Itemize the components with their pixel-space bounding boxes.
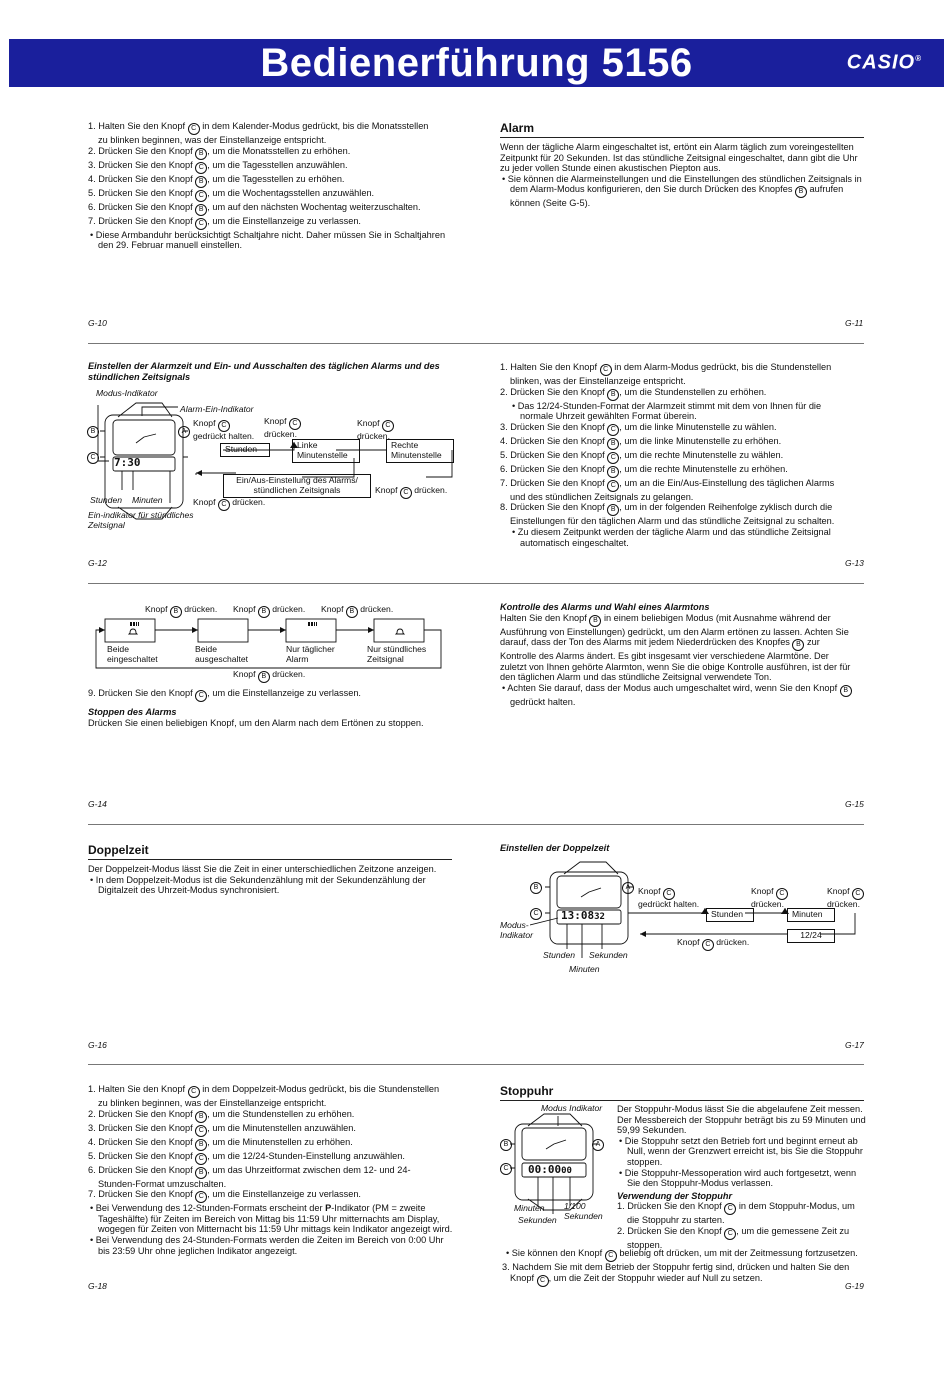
button-b-icon: B bbox=[195, 176, 207, 188]
sub-heading: Verwendung der Stoppuhr bbox=[617, 1190, 733, 1201]
button-c-icon: C bbox=[289, 418, 301, 430]
label-knopf-druecken: Knopf C drücken. bbox=[357, 419, 394, 442]
section-g16 bbox=[88, 843, 452, 896]
step-5: 5. Drücken Sie den Knopf C , um die rechte Minutenstelle zu wählen. bbox=[500, 450, 865, 464]
watch-case bbox=[515, 1124, 593, 1200]
step-4: 4. Drücken Sie den Knopf B , um die Minutenstellen zu erhöhen. bbox=[88, 1137, 454, 1151]
label-sekunden: Sekunden bbox=[589, 950, 628, 960]
page-title: Bedienerführung 5156 bbox=[260, 41, 693, 85]
brand-mark: ® bbox=[915, 54, 922, 63]
step-2: 2. Drücken Sie den Knopf B , um die Monatsstellen zu erhöhen. bbox=[88, 146, 453, 160]
button-b-icon: B bbox=[195, 1139, 207, 1151]
page-number: G-16 bbox=[88, 1040, 107, 1050]
step-6: 6. Drücken Sie den Knopf B , um das Uhrzeitformat zwischen dem 12- und 24- Stunden-Format umzuschalten. bbox=[88, 1164, 411, 1189]
button-c-icon: C bbox=[600, 364, 612, 376]
button-b-icon: B bbox=[607, 466, 619, 478]
bullet: • Die Stoppuhr setzt den Betrieb fort und beginnt erneut ab Null, wenn der Grenzwert erreicht ist, bis Sie die Stoppuhr stoppen. bbox=[619, 1135, 863, 1167]
step-2: 2. Drücken Sie den Knopf B , um die Stundenstellen zu erhöhen. bbox=[500, 387, 865, 401]
button-c-icon: C bbox=[607, 424, 619, 436]
button-c-icon: C bbox=[537, 1275, 549, 1287]
button-b-icon: B bbox=[258, 671, 270, 683]
lcd-readout: 7:30 bbox=[114, 456, 141, 469]
step-3: 3. Drücken Sie den Knopf C , um die linke Minutenstelle zu wählen. bbox=[500, 422, 865, 436]
page-number: G-12 bbox=[88, 558, 107, 568]
paragraph: Halten Sie den Knopf B in einem beliebigen Modus (mit Ausnahme während der Ausführung von Einstellungen) gedrückt, um den Alarm ertönen zu lassen. Achten Sie darauf, dass der Ton des Alarms mit jedem Niederdrücken des Knopfes B zur Kontrolle des Alarms ändert. Es gibt insgesamt vier verschiedene Alarmtöne. Der zuletzt von Ihnen gehörte Alarmton, wenn Sie die obige Kontrolle ausführen, ist der für den täglichen Alarm und das stündliche Zeitsignal verwendete Ton. bbox=[500, 612, 851, 683]
section-g19 bbox=[617, 1104, 867, 1251]
button-c-icon: C bbox=[188, 123, 200, 135]
step-6: 6. Drücken Sie den Knopf B , um auf den nächsten Wochentag weiterzuschalten. bbox=[88, 202, 453, 216]
label-stunden: Stunden bbox=[90, 495, 123, 505]
sub-heading: Stoppen des Alarms bbox=[88, 707, 177, 717]
label-minuten: Minuten bbox=[514, 1203, 545, 1213]
button-b-icon: B bbox=[795, 186, 807, 198]
section-g11 bbox=[500, 121, 864, 209]
alarm-ein-label: Alarm-Ein-Indikator bbox=[180, 404, 254, 414]
button-a-icon: A bbox=[178, 426, 190, 438]
section-heading: Stoppuhr bbox=[500, 1084, 864, 1101]
button-c-icon: C bbox=[195, 190, 207, 202]
step-8: 8. Drücken Sie den Knopf B , um in der folgenden Reihenfolge zyklisch durch die Einstellungen für den täglichen Alarm und das stündliche Zeitsignal zu schalten. bbox=[500, 502, 835, 527]
step-7: 7. Drücken Sie den Knopf C , um die Einstellanzeige zu verlassen. bbox=[88, 216, 453, 230]
step-5: 5. Drücken Sie den Knopf C , um die Wochentagsstellen anzuwählen. bbox=[88, 188, 453, 202]
label-knopf-halten: Knopf C gedrückt halten. bbox=[638, 886, 700, 909]
sub-heading: Kontrolle des Alarms und Wahl eines Alarmtons bbox=[500, 602, 710, 612]
button-c-icon: C bbox=[663, 888, 675, 900]
section-heading: Alarm bbox=[500, 121, 864, 138]
page-number: G-17 bbox=[845, 1040, 864, 1050]
box-rechte-minutenstelle: Rechte Minutenstelle bbox=[386, 439, 454, 463]
button-b-icon: B bbox=[607, 389, 619, 401]
button-b-icon: B bbox=[346, 606, 358, 618]
divider bbox=[88, 1064, 864, 1065]
section-heading: Einstellen der Alarmzeit und Ein- und Ausschalten des täglichen Alarms und des stündlichen Zeitsignals bbox=[88, 361, 440, 382]
box-ein-aus: Ein/Aus-Einstellung des Alarms/ stündlichen Zeitsignals bbox=[223, 474, 371, 498]
sub-heading: Einstellen der Doppelzeit bbox=[500, 843, 610, 853]
divider bbox=[88, 824, 864, 825]
button-c-icon: C bbox=[724, 1228, 736, 1240]
label-minuten: Minuten bbox=[132, 495, 163, 505]
button-c-icon: C bbox=[87, 452, 99, 464]
label-knopf-druecken: Knopf B drücken. bbox=[233, 605, 305, 618]
button-c-icon: C bbox=[195, 1191, 207, 1203]
label-knopf-druecken: Knopf C drücken. bbox=[751, 887, 788, 910]
section-g15 bbox=[500, 602, 855, 708]
button-c-icon: C bbox=[218, 499, 230, 511]
button-c-icon: C bbox=[195, 1125, 207, 1137]
step-6: 6. Drücken Sie den Knopf B , um die rechte Minutenstelle zu erhöhen. bbox=[500, 464, 865, 478]
step-4: 4. Drücken Sie den Knopf B , um die Tagesstellen zu erhöhen. bbox=[88, 174, 453, 188]
button-b-icon: B bbox=[195, 204, 207, 216]
label-knopf-druecken: Knopf B drücken. bbox=[233, 670, 305, 683]
page-number: G-11 bbox=[845, 318, 864, 328]
page-number: G-18 bbox=[88, 1281, 107, 1291]
step-4: 4. Drücken Sie den Knopf B , um die linke Minutenstelle zu erhöhen. bbox=[500, 436, 865, 450]
label-modus-indikator: Modus- Indikator bbox=[500, 920, 533, 940]
label-nur-stuendliches: Nur stündliches Zeitsignal bbox=[367, 644, 427, 664]
section-g19-heading bbox=[500, 1084, 864, 1105]
step-7: 7. Drücken Sie den Knopf C , um an die Ein/Aus-Einstellung des täglichen Alarms und des stündlichen Zeitsignals zu gelangen. bbox=[500, 477, 835, 502]
step-1: 1. Halten Sie den Knopf C in dem Kalender-Modus gedrückt, bis die Monatsstellen zu blinken beginnen, was der Einstellanzeige entspricht. bbox=[88, 121, 429, 145]
brand-name: CASIO bbox=[846, 51, 916, 74]
button-b-icon: B bbox=[530, 882, 542, 894]
label-minuten: Minuten bbox=[569, 964, 600, 974]
bullet: • Achten Sie darauf, dass der Modus auch umgeschaltet wird, wenn Sie den Knopf B gedrückt halten. bbox=[500, 683, 855, 708]
button-c-icon: C bbox=[500, 1163, 512, 1175]
step-3: 3. Drücken Sie den Knopf C , um die Minutenstellen anzuwählen. bbox=[88, 1123, 454, 1137]
button-b-icon: B bbox=[607, 504, 619, 516]
button-c-icon: C bbox=[605, 1250, 617, 1262]
step-1: 1. Halten Sie den Knopf C in dem Alarm-Modus gedrückt, bis die Stundenstellen blinken, was der Einstellanzeige entspricht. bbox=[500, 362, 832, 386]
button-b-icon: B bbox=[195, 1167, 207, 1179]
paragraph: Wenn der tägliche Alarm eingeschaltet ist, ertönt ein Alarm täglich zum voreingestellten Zeitpunkt für 20 Sekunden. Ist das stündliche Zeitsignal eingeschaltet, dann gibt die Uhr zu jeder vollen Stunde einen akustischen Piepton aus. bbox=[500, 142, 858, 174]
button-b-icon: B bbox=[500, 1139, 512, 1151]
label-knopf-druecken: Knopf B drücken. bbox=[321, 605, 393, 618]
label-modus-indikator: Modus Indikator bbox=[541, 1103, 603, 1113]
button-b-icon: B bbox=[195, 148, 207, 160]
lcd-readout: 00:0000 bbox=[528, 1163, 572, 1176]
modus-indikator-label: Modus-Indikator bbox=[96, 388, 158, 398]
step-3: 3. Drücken Sie den Knopf C , um die Tagesstellen anzuwählen. bbox=[88, 160, 453, 174]
bullet: • Sie können die Alarmeinstellungen und die Einstellungen des stündlichen Zeitsignals in dem Alarm-Modus konfigurieren, den Sie durch Drücken des Knopfes B aufrufen können (Seite G-5). bbox=[502, 173, 862, 209]
page-number: G-19 bbox=[845, 1281, 864, 1291]
step-2: 2. Drücken Sie den Knopf B , um die Stundenstellen zu erhöhen. bbox=[88, 1109, 454, 1123]
button-c-icon: C bbox=[776, 888, 788, 900]
button-b-icon: B bbox=[840, 685, 852, 697]
step-2: 2. Drücken Sie den Knopf C , um die gemessene Zeit zu stoppen. bbox=[617, 1225, 850, 1250]
label-knopf-druecken: Knopf C drücken. bbox=[827, 887, 864, 910]
button-b-icon: B bbox=[195, 1111, 207, 1123]
button-c-icon: C bbox=[188, 1086, 200, 1098]
sub-bullet: • Das 12/24-Stunden-Format der Alarmzeit stimmt mit dem von Ihnen für die normale Uhrzeit gewählten Format überein. bbox=[512, 400, 822, 422]
bullet: • Die Stoppuhr-Messoperation wird auch fortgesetzt, wenn Sie den Stoppuhr-Modus verlassen. bbox=[619, 1167, 857, 1189]
divider bbox=[88, 343, 864, 344]
paragraph: Der Stoppuhr-Modus lässt Sie die abgelaufene Zeit messen. Der Messbereich der Stoppuhr beträgt bis zu 59 Minuten und 59,99 Sekunden. bbox=[617, 1104, 866, 1136]
paragraph: Der Doppelzeit-Modus lässt Sie die Zeit in einer unterschiedlichen Zeitzone anzeigen. bbox=[88, 864, 437, 874]
bullet: • Bei Verwendung des 24-Stunden-Formats werden die Zeiten im Bereich von 0:00 Uhr bis 23:59 Uhr ohne jeglichen Indikator angezeigt. bbox=[90, 1234, 444, 1256]
button-b-icon: B bbox=[170, 606, 182, 618]
label-beide-eingeschaltet: Beide eingeschaltet bbox=[107, 644, 158, 664]
button-c-icon: C bbox=[382, 420, 394, 432]
step-9: 9. Drücken Sie den Knopf C , um die Einstellanzeige zu verlassen. bbox=[88, 688, 453, 702]
button-c-icon: C bbox=[607, 452, 619, 464]
section-g10 bbox=[88, 121, 453, 251]
label-ein-indikator: Ein-indikator für stündliches Zeitsignal bbox=[88, 510, 194, 530]
step-1: 1. Drücken Sie den Knopf C in dem Stoppuhr-Modus, um die Stoppuhr zu starten. bbox=[617, 1201, 855, 1226]
label-knopf-druecken: Knopf C drücken. bbox=[375, 486, 447, 499]
button-c-icon: C bbox=[724, 1203, 736, 1215]
button-c-icon: C bbox=[400, 487, 412, 499]
button-c-icon: C bbox=[218, 420, 230, 432]
section-g13 bbox=[500, 362, 865, 548]
button-c-icon: C bbox=[607, 480, 619, 492]
page-number: G-15 bbox=[845, 799, 864, 809]
page-number: G-13 bbox=[845, 558, 864, 568]
bullet: • Sie können den Knopf C beliebig oft drücken, um mit der Zeitmessung fortzusetzen. bbox=[500, 1248, 866, 1262]
step-7: 7. Drücken Sie den Knopf C , um die Einstellanzeige zu verlassen. bbox=[88, 1189, 454, 1203]
label-knopf-halten: Knopf C gedrückt halten. bbox=[193, 418, 255, 441]
button-b-icon: B bbox=[258, 606, 270, 618]
button-b-icon: B bbox=[589, 615, 601, 627]
label-knopf-druecken: Knopf C drücken. bbox=[677, 938, 749, 951]
section-g18 bbox=[88, 1084, 454, 1256]
button-b-icon: B bbox=[607, 438, 619, 450]
button-c-icon: C bbox=[530, 908, 542, 920]
box-stunden: Stunden bbox=[220, 443, 270, 457]
label-nur-taeglicher-alarm: Nur täglicher Alarm bbox=[286, 644, 335, 664]
display-nur-zeitsignal bbox=[374, 619, 424, 642]
box-linke-minutenstelle: Linke Minutenstelle bbox=[292, 439, 360, 463]
button-c-icon: C bbox=[852, 888, 864, 900]
button-b-icon: B bbox=[792, 639, 804, 651]
label-knopf-druecken: Knopf C drücken. bbox=[193, 498, 265, 511]
box-minuten: Minuten bbox=[787, 908, 835, 922]
paragraph: Drücken Sie einen beliebigen Knopf, um den Alarm nach dem Ertönen zu stoppen. bbox=[88, 718, 424, 728]
button-c-icon: C bbox=[195, 162, 207, 174]
lcd-readout: 13:0832 bbox=[561, 909, 605, 922]
button-c-icon: C bbox=[195, 218, 207, 230]
button-a-icon: A bbox=[592, 1139, 604, 1151]
note-leap-year: • Diese Armbanduhr berücksichtigt Schaltjahre nicht. Daher müssen Sie in Schaltjahren den 29. Februar manuell einstellen. bbox=[90, 229, 446, 251]
display-beide-aus bbox=[198, 619, 248, 642]
label-sekunden: Sekunden bbox=[518, 1215, 557, 1225]
bullet: • In dem Doppelzeit-Modus ist die Sekundenzählung mit der Sekundenzählung der Digitalzeit des Uhrzeit-Modus synchronisiert. bbox=[90, 874, 426, 896]
page-number: G-10 bbox=[88, 318, 107, 328]
button-b-icon: B bbox=[87, 426, 99, 438]
divider bbox=[88, 583, 864, 584]
bullet: • Bei Verwendung des 12-Stunden-Formats erscheint der P-Indikator (PM = zweite Tageshälfte) für Zeiten im Bereich von Mittag bis 11:59 Uhr mitternachts am Display, wogegen für Zeiten von Mitternacht bis 11:59 Uhr mittags kein Indikator angezeigt wird. bbox=[90, 1203, 453, 1235]
step-1: 1. Halten Sie den Knopf C in dem Doppelzeit-Modus gedrückt, bis die Stundenstellen zu blinken beginnen, was der Einstellanzeige entspricht. bbox=[88, 1084, 440, 1108]
title-banner bbox=[9, 39, 944, 87]
label-knopf-druecken: Knopf B drücken. bbox=[145, 605, 217, 618]
section-g19-notes bbox=[500, 1248, 866, 1287]
label-stunden: Stunden bbox=[543, 950, 576, 960]
label-hundertstel: 1/100 Sekunden bbox=[564, 1201, 603, 1221]
step-3: 3. Nachdem Sie mit dem Betrieb der Stoppuhr fertig sind, drücken und halten Sie den Knopf C , um die Zeit der Stoppuhr wieder auf Null zu setzen. bbox=[500, 1262, 866, 1287]
button-c-icon: C bbox=[702, 939, 714, 951]
box-12-24: 12/24 bbox=[787, 929, 835, 943]
label-beide-ausgeschaltet: Beide ausgeschaltet bbox=[195, 644, 249, 664]
button-c-icon: C bbox=[195, 1153, 207, 1165]
box-stunden: Stunden bbox=[706, 908, 754, 922]
page-number: G-14 bbox=[88, 799, 107, 809]
step-5: 5. Drücken Sie den Knopf C , um die 12/24-Stunden-Einstellung anzuwählen. bbox=[88, 1151, 454, 1165]
sub-bullet: • Zu diesem Zeitpunkt werden der tägliche Alarm und das stündliche Zeitsignal automatisch eingeschaltet. bbox=[512, 526, 831, 548]
button-c-icon: C bbox=[195, 690, 207, 702]
casio-logo bbox=[846, 51, 922, 74]
section-heading: Doppelzeit bbox=[88, 843, 452, 860]
label-knopf-druecken: Knopf C drücken. bbox=[264, 417, 301, 440]
button-a-icon: A bbox=[622, 882, 634, 894]
